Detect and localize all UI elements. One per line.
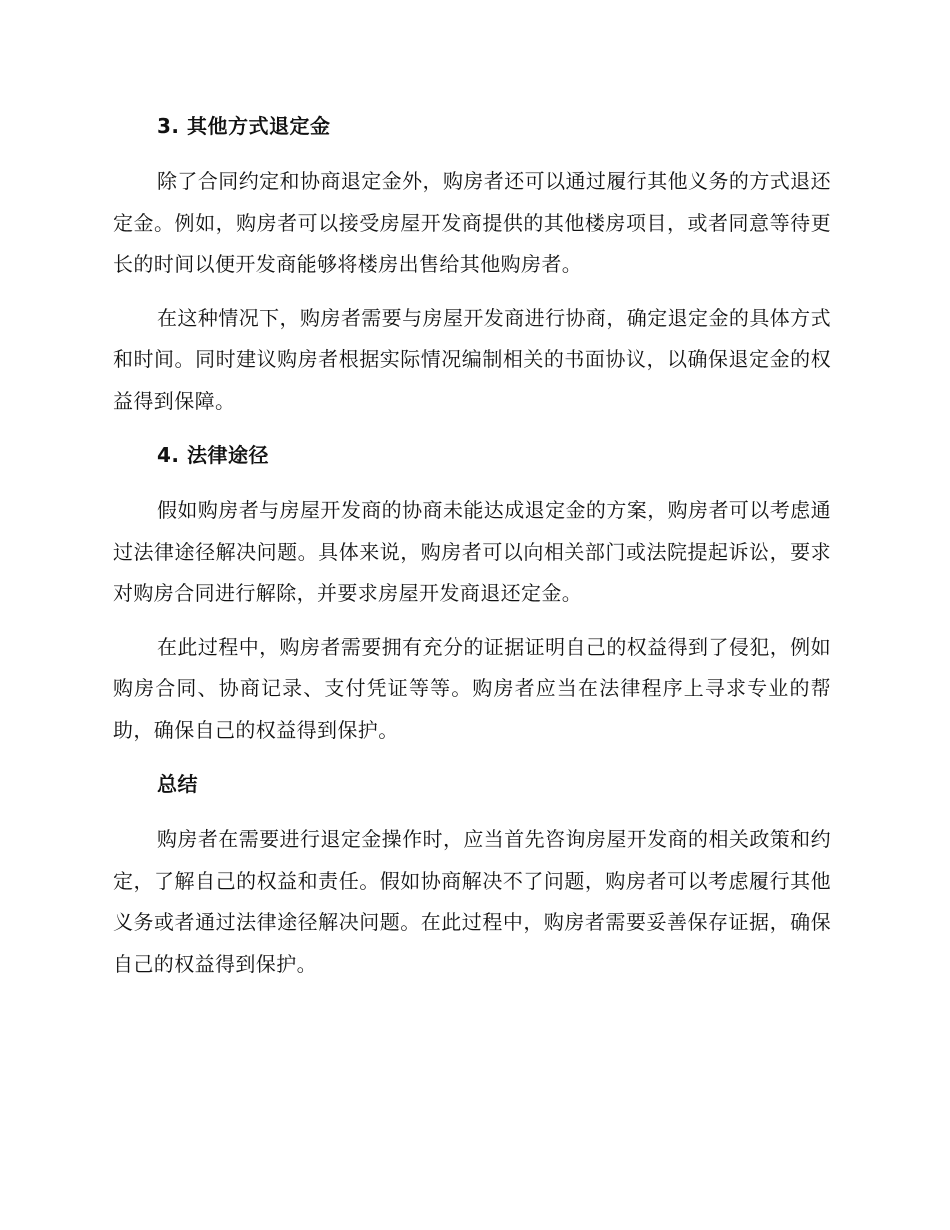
document-body bbox=[113, 105, 831, 985]
paragraph: 在这种情况下，购房者需要与房屋开发商进行协商，确定退定金的具体方式和时间。同时建议购房者根据实际情况编制相关的书面协议，以确保退定金的权益得到保障。 bbox=[113, 305, 831, 413]
paragraph: 除了合同约定和协商退定金外，购房者还可以通过履行其他义务的方式退还定金。例如，购房者可以接受房屋开发商提供的其他楼房项目，或者同意等待更长的时间以便开发商能够将楼房出售给其他购房者。 bbox=[113, 169, 831, 276]
paragraph: 假如购房者与房屋开发商的协商未能达成退定金的方案，购房者可以考虑通过法律途径解决问题。具体来说，购房者可以向相关部门或法院提起诉讼，要求对购房合同进行解除，并要求房屋开发商退还定金。 bbox=[113, 498, 831, 605]
paragraph: 在此过程中，购房者需要拥有充分的证据证明自己的权益得到了侵犯，例如购房合同、协商记录、支付凭证等等。购房者应当在法律程序上寻求专业的帮助，确保自己的权益得到保护。 bbox=[113, 634, 831, 742]
section-heading-other-refund-methods: 3. 其他方式退定金 bbox=[157, 114, 331, 138]
section-heading-summary: 总结 bbox=[157, 772, 198, 796]
paragraph: 购房者在需要进行退定金操作时，应当首先咨询房屋开发商的相关政策和约定，了解自己的权益和责任。假如协商解决不了问题，购房者可以考虑履行其他义务或者通过法律途径解决问题。在此过程中，购房者需要妥善保存证据，确保自己的权益得到保护。 bbox=[113, 827, 831, 976]
section-heading-legal-route: 4. 法律途径 bbox=[157, 443, 269, 467]
